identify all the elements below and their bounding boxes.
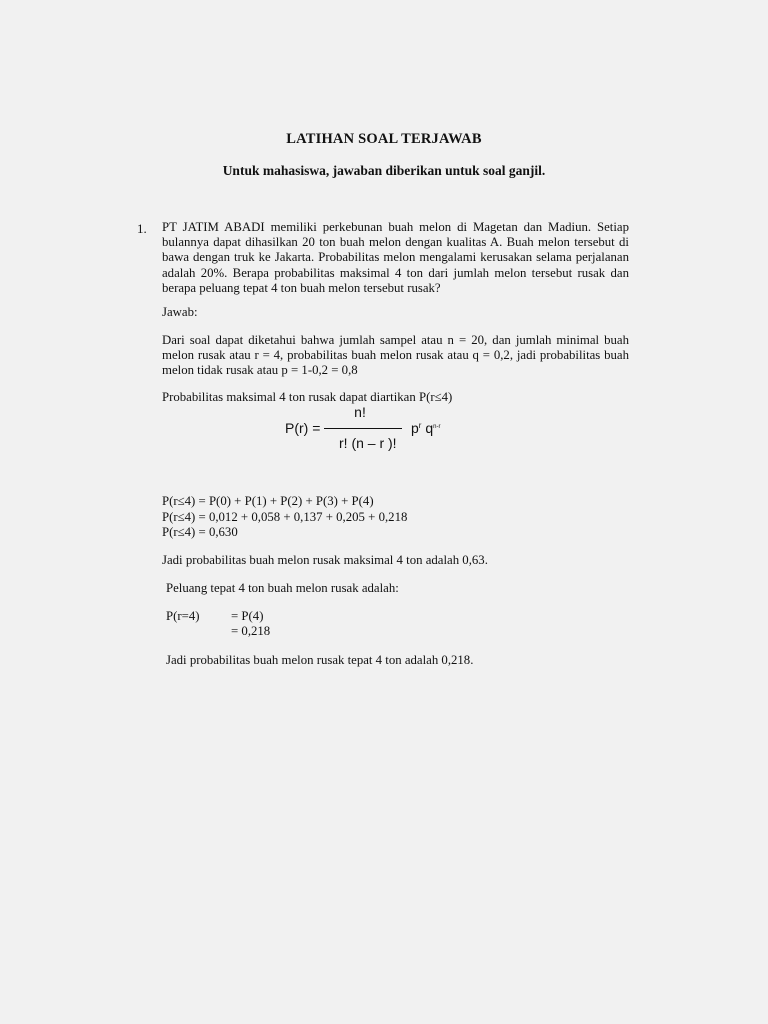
- formula-lhs: P(r) =: [285, 420, 321, 436]
- calculation-block: [162, 494, 407, 541]
- exact-rhs-line-1: = P(4): [231, 609, 264, 623]
- question-line: adalah 20%. Berapa probabilitas maksimal 4 ton dari jumlah melon tersebut rusak dan: [162, 265, 629, 280]
- formula-q: q: [425, 420, 434, 436]
- question-number: 1.: [137, 221, 147, 236]
- formula-denominator: r! (n – r )!: [339, 435, 397, 451]
- max-probability-intro: Probabilitas maksimal 4 ton rusak dapat diartikan P(r≤4): [162, 390, 453, 404]
- exact-probability-intro: Peluang tepat 4 ton buah melon rusak adalah:: [166, 581, 399, 595]
- known-line: Dari soal dapat diketahui bahwa jumlah sampel atau n = 20, dan jumlah minimal buah: [162, 333, 629, 347]
- calculation-line: P(r≤4) = P(0) + P(1) + P(2) + P(3) + P(4): [162, 494, 374, 508]
- document-subtitle: Untuk mahasiswa, jawaban diberikan untuk soal ganjil.: [222, 163, 546, 178]
- formula-numerator: n!: [354, 404, 366, 420]
- fraction-bar: [324, 428, 402, 429]
- question-line: berapa peluang tepat 4 ton buah melon tersebut rusak?: [162, 280, 441, 295]
- formula-p-exponent: r: [418, 421, 422, 430]
- known-line: melon tidak rusak atau p = 1-0,2 = 0,8: [162, 363, 358, 378]
- question-line: bawa dengan truk ke Jakarta. Probabilitas melon mengalami kerusakan selama perjalanan: [162, 250, 629, 265]
- known-line: melon rusak atau r = 4, probabilitas buah melon rusak atau q = 0,2, jadi probabilitas buah: [162, 348, 629, 363]
- question-line: bulannya dapat dihasilkan 20 ton buah melon dengan kualitas A. Buah melon tersebut di: [162, 235, 629, 250]
- formula-p: p: [411, 420, 419, 436]
- conclusion-max: Jadi probabilitas buah melon rusak maksimal 4 ton adalah 0,63.: [162, 553, 488, 567]
- answer-label: Jawab:: [162, 305, 198, 319]
- formula-pq: [411, 420, 441, 436]
- calculation-line: P(r≤4) = 0,630: [162, 525, 238, 539]
- exact-lhs: P(r=4): [166, 609, 200, 623]
- formula-q-exponent: n-r: [433, 424, 441, 430]
- question-text: [162, 220, 629, 296]
- calculation-line: P(r≤4) = 0,012 + 0,058 + 0,137 + 0,205 + 0,218: [162, 509, 408, 524]
- conclusion-exact: Jadi probabilitas buah melon rusak tepat 4 ton adalah 0,218.: [166, 653, 474, 667]
- exact-rhs-line-2: = 0,218: [231, 624, 271, 638]
- known-values-text: [162, 333, 629, 379]
- question-line: PT JATIM ABADI memiliki perkebunan buah melon di Magetan dan Madiun. Setiap: [162, 220, 629, 234]
- document-title: LATIHAN SOAL TERJAWAB: [286, 131, 482, 147]
